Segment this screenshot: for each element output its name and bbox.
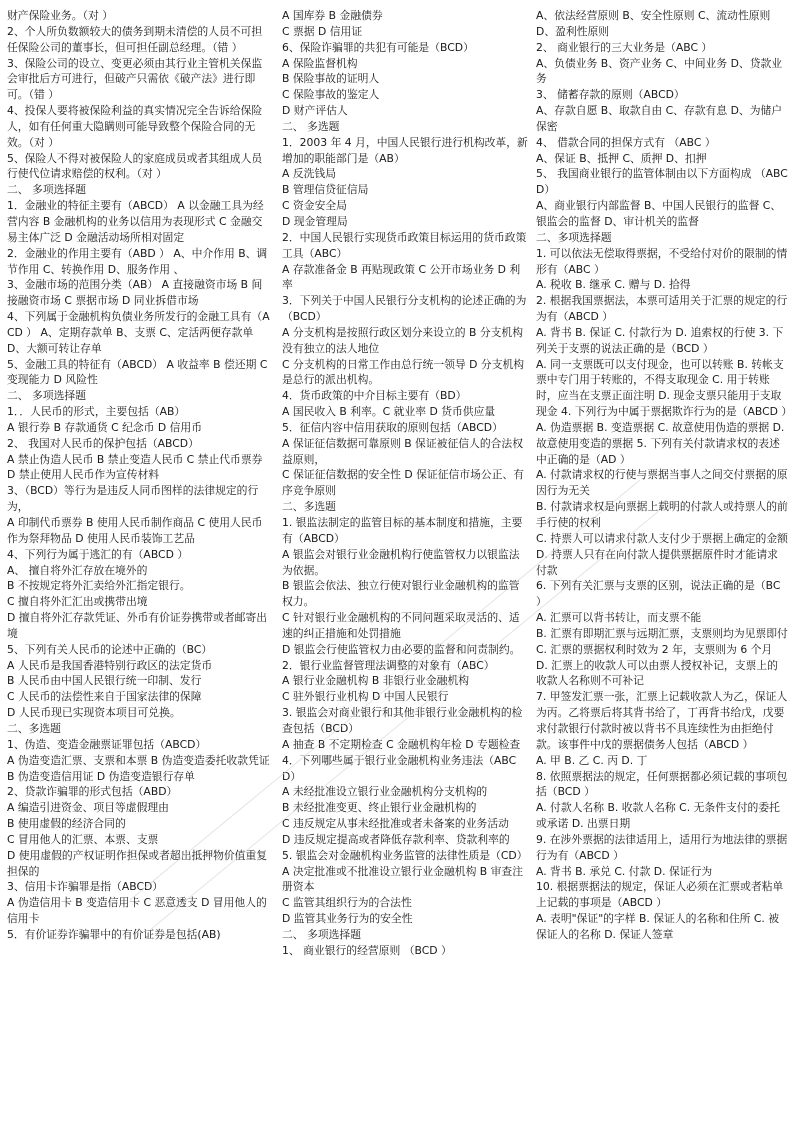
text-line: A 银行券 B 存款通货 C 纪念币 D 信用币 [7,420,203,434]
text-line: 3、金融市场的范围分类（AB） A 直接融资市场 B 间接融资市场 C 票据市场 D 同业拆借市场 [7,278,263,308]
text-line: A 未经批准设立银行业金融机构分支机构的 [282,785,488,799]
text-line: A、负债业务 B、资产业务 C、中间业务 D、贷款业务 [536,56,783,86]
text-line: A 人民币是我国香港特别行政区的法定货币 [7,658,213,672]
text-line: D 现金管理局 [282,214,348,228]
text-line: 1. 银监法制定的监管目标的基本制度和措施，主要有（ABCD） [282,516,523,545]
text-line: B 伪造变造信用证 D 伪造变造银行存单 [7,769,195,783]
text-line: A. 付款请求权的行使与票据当事人之间交付票据的原因行为无关 [536,468,788,498]
text-line: D. 持票人只有在向付款人提供票据原件时才能请求付款 [536,547,778,577]
text-line: B. 汇票有即期汇票与远期汇票，支票则均为见票即付 [536,626,788,640]
text-line: A 国民收入 B 利率。C 就业率 D 货币供应量 [282,405,496,419]
text-line: 5、保险人不得对被保险人的家庭成员或者其组成人员行使代位请求赔偿的权利。（对 ） [7,151,263,181]
text-line: 4、 借款合同的担保方式有 （ABC ） [536,135,716,149]
text-line: D. 汇票上的收款人可以由票人授权补记，支票上的收款人名称则不可补记 [536,658,778,688]
text-line: 5、下列有关人民币的论述中正确的（BC） [7,642,213,656]
text-line: C 分支机构的日常工作由总行统一领导 D 分支机构是总行的派出机构。 [282,357,525,387]
text-line: A 决定批准或不批准设立银行业金融机构 B 审查注册资本 [282,864,524,894]
text-line: A、 擅自将外汇存放在境外的 [7,563,148,577]
text-line: C 监管其组织行为的合法性 [282,896,412,910]
text-line: 5. 银监会对金融机构业务监管的法律性质是（CD） [282,848,528,862]
text-line: A 禁止伪造人民币 B 禁止变造人民币 C 禁止代币票券 D 禁止使用人民币作为宣传材料 [7,452,263,482]
text-line: A 反洗钱局 [282,167,337,181]
text-line: D 擅自将外汇存款凭证、外币有价证券携带或者邮寄出境 [7,611,268,640]
text-line: 4、下列行为属于逃汇的有（ABCD ） [7,547,189,561]
text-column-left [7,8,271,943]
text-line: A 印制代币票券 B 使用人民币制作商品 C 使用人民币作为祭拜物品 D 使用人民币装饰工艺品 [7,516,263,545]
text-line: B 保险事故的证明人 [282,72,380,86]
text-line: A. 背书 B. 保证 C. 付款行为 D. 追索权的行使 3. 下列关于支票的说法正确的是（BCD ） [536,325,784,355]
text-line: 4．货币政策的中介目标主要有（BD） [282,389,467,403]
text-line: 1．2003 年 4 月，中国人民银行进行机构改革，新增加的职能部门是（AB） [282,135,528,165]
text-line: C 保险事故的鉴定人 [282,88,380,102]
text-line: B 未经批准变更、终止银行业金融机构的 [282,801,477,815]
text-line: 二、 多项选择题 [7,183,87,197]
text-line: 二、多项选择题 [536,230,612,244]
text-line: C 冒用他人的汇票、本票、支票 [7,832,159,846]
text-line: A 抽查 B 不定期检查 C 金融机构年检 D 专题检查 [282,737,521,751]
text-line: 3、 储蓄存款的原则（ABCD） [536,88,685,102]
text-line: A. 税收 B. 继承 C. 赠与 D. 拾得 [536,278,691,292]
text-line: B. 付款请求权是向票据上载明的付款人或持票人的前手行使的权利 [536,500,788,529]
text-line: 4、投保人要将被保险利益的真实情况完全告诉给保险人，如有任何重大隐瞒则可能导致整个保险合同的无效。（对 ） [7,104,263,149]
text-line: A. 汇票可以背书转让，而支票不能 [536,611,702,625]
text-line: 9. 在涉外票据的法律适用上，适用行为地法律的票据行为有（ABCD ） [536,832,788,862]
text-line: A 保证征信数据可靠原则 B 保证被征信人的合法权益原则， [282,436,524,466]
text-line: A. 背书 B. 承兑 C. 付款 D. 保证行为 [536,864,713,878]
text-line: D 使用虚假的产权证明作担保或者超出抵押物价值重复担保的 [7,848,268,878]
text-column-middle [282,8,528,959]
text-line: 3、信用卡诈骗罪是指（ABCD） [7,880,164,894]
text-line: B 管理信贷征信局 [282,183,369,197]
text-line: D 财产评估人 [282,104,348,118]
text-line: A 银监会对银行业金融机构行使监管权力以银监法为依据。 [282,547,520,577]
text-line: A 存款准备金 B 再贴现政策 C 公开市场业务 D 利率 [282,262,521,292]
text-line: 二、多选题 [7,721,61,735]
text-line: A. 表明"保证"的字样 B. 保证人的名称和住所 C. 被保证人的名称 D. 保证人签章 [536,912,780,941]
text-line: C 人民币的法偿性来自于国家法律的保障 [7,690,202,704]
text-line: C 擅自将外汇汇出或携带出境 [7,595,148,609]
text-line: A. 付款人名称 B. 收款人名称 C. 无条件支付的委托或承诺 D. 出票日期 [536,801,780,831]
text-line: 2．中国人民银行实现货币政策目标运用的货币政策工具（ABC） [282,230,527,260]
text-line: B 不按规定将外汇卖给外汇指定银行。 [7,579,191,593]
text-line: C 违反规定从事未经批准或者未备案的业务活动 [282,817,509,831]
text-line: C. 持票人可以请求付款人支付少于票据上确定的金额 [536,531,788,545]
text-line: 2、贷款诈骗罪的形式包括（ABD） [7,785,178,799]
text-line: 2、个人所负数额较大的债务到期未清偿的人员不可担任保险公司的董事长，但可担任副总经理。（错 ） [7,24,263,54]
text-line: B 银监会依法、独立行使对银行业金融机构的监管权力。 [282,579,520,609]
text-line: D 监管其业务行为的安全性 [282,912,413,926]
text-line: 二、 多项选择题 [7,389,87,403]
text-line: 1、 商业银行的经营原则 （BCD ） [282,943,452,957]
text-line: A、依法经营原则 B、安全性原则 C、流动性原则 D、盈利性原则 [536,9,771,38]
text-line: 4、下列属于金融机构负债业务所发行的金融工具有（ACD ） A、定期存款单 B、支票 C、定活两便存款单 D、大额可转让存单 [7,310,270,355]
text-line: 1．金融业的特征主要有（ABCD） A 以金融工具为经营内容 B 金融机构的业务以信用为表现形式 C 金融交易主体广泛 D 金融活动场所相对固定 [7,199,264,244]
text-line: 6. 下列有关汇票与支票的区别，说法正确的是（BC ） [536,579,781,609]
text-line: 1．．人民币的形式，主要包括（AB） [7,405,186,419]
text-line: 二、 多选题 [282,119,340,133]
text-line: A 伪造信用卡 B 变造信用卡 C 恶意透支 D 冒用他人的信用卡 [7,896,267,926]
text-line: 二、 多项选择题 [282,927,362,941]
text-line: C 针对银行业金融机构的不同问题采取灵活的、适速的纠正措施和处罚措施 [282,611,520,640]
text-line: B 人民币由中国人民银行统一印制、发行 [7,674,202,688]
text-line: A 伪造变造汇票、支票和本票 B 伪造变造委托收款凭证 [7,753,270,767]
text-line: 3. 银监会对商业银行和其他非银行业金融机构的检查包括（BCD） [282,706,523,735]
text-line: 3、（BCD）等行为是违反人同币图样的法律规定的行为， [7,484,259,514]
text-line: 3．下列关于中国人民银行分支机构的论述正确的为（BCD） [282,294,527,324]
text-line: 1. 可以依法无偿取得票据，不受给付对价的限制的情形有（ABC ） [536,246,788,276]
text-line: 5．征信内容中信用获取的原则包括（ABCD） [282,420,503,434]
text-line: 2．金融业的作用主要有（ABD ） A、中介作用 B、调节作用 C、转换作用 D、服务作用 、 [7,246,268,276]
text-line: C. 汇票的票据权利时效为 2 年，支票则为 6 个月 [536,642,773,656]
text-line: A 保险监督机构 [282,56,358,70]
text-line: C 保证征信数据的安全性 D 保证征信市场公正、有序竞争原则 [282,468,525,498]
text-line: 3、保险公司的设立、变更必须由其行业主管机关保监会审批后方可进行，但破产只需依《破产法》进行即可。（错 ） [7,56,263,102]
text-line: 2、 商业银行的三大业务是（ABC ） [536,40,713,54]
text-line: 2．银行业监督管理法调整的对象有（ABC） [282,658,495,672]
text-line: 6、保险诈骗罪的共犯有可能是（BCD） [282,40,474,54]
text-line: 财产保险业务。（对 ） [7,9,113,22]
text-line: A. 甲 B. 乙 C. 丙 D. 丁 [536,753,648,767]
text-line: A. 同一支票既可以支付现金，也可以转账 B. 转帐支票中专门用于转账的，不得支取现金 C. 用于转账时，应当在支票正面注明 D. 现金支票只能用于支取现金 4. 下列行为中属于票据欺诈行为的是（ABCD ） [536,357,793,419]
text-line: B 使用虚假的经济合同的 [7,817,126,831]
text-line: 8. 依照票据法的规定，任何票据都必须记载的事项包括（BCD ） [536,769,788,799]
text-line: C 资金安全局 [282,199,347,213]
text-column-right [536,8,793,943]
text-line: D 违反规定提高或者降低存款利率、贷款利率的 [282,832,510,846]
text-line: 7. 甲签发汇票一张，汇票上记载收款人为乙，保证人为丙。乙将票后将其背书给了，丁再背书给戊，戊要求付款银行付款时被以背书不具连续性为由拒绝付款。该事件中戊的票据债务人包括（ABCD ） [536,690,788,751]
text-line: A. 伪造票据 B. 变造票据 C. 故意使用伪造的票据 D. 故意使用变造的票据 5. 下列有关付款请求权的表述中正确的是（AD ） [536,420,785,466]
text-line: 4．下列哪些属于银行业金融机构业务违法（ABCD） [282,753,517,783]
text-line: A 国库券 B 金融债券 [282,9,383,22]
text-line: D 人民币现已实现资本项目可兑换。 [7,706,181,720]
text-line: 5．有价证券诈骗罪中的有价证券是包括(AB) [7,927,221,941]
text-line: 2. 根据我国票据法，本票可适用关于汇票的规定的行为有（ABCD ） [536,294,788,324]
text-line: 二、多选题 [282,500,336,514]
text-line: C 驻外银行业机构 D 中国人民银行 [282,690,449,704]
text-line: A、存款自愿 B、取款自由 C、存款有息 D、为储户保密 [536,104,783,133]
text-line: C 票据 D 信用证 [282,24,363,38]
text-line: 1、伪造、变造金融票证罪包括（ABCD） [7,737,207,751]
text-line: A 编造引进资金、项目等虚假理由 [7,801,169,815]
text-line: A 银行业金融机构 B 非银行业金融机构 [282,674,470,688]
text-line: D 银监会行使监管权力由必要的监督和问责制约。 [282,642,521,656]
text-line: A、保证 B、抵押 C、质押 D、扣押 [536,151,707,165]
text-line: 2、 我国对人民币的保护包括（ABCD） [7,436,199,450]
text-line: 5、金融工具的特征有（ABCD） A 收益率 B 偿还期 C 变现能力 D 风险性 [7,357,268,387]
text-line: 5、 我国商业银行的监管体制由以下方面构成 （ABCD） [536,167,788,197]
text-line: A、商业银行内部监督 B、中国人民银行的监督 C、银监会的监督 D、审计机关的监督 [536,199,782,228]
text-line: 10. 根据票据法的规定，保证人必须在汇票或者粘单上记载的事项是（ABCD ） [536,880,784,910]
text-line: A 分支机构是按照行政区划分来设立的 B 分支机构没有独立的法人地位 [282,325,524,355]
